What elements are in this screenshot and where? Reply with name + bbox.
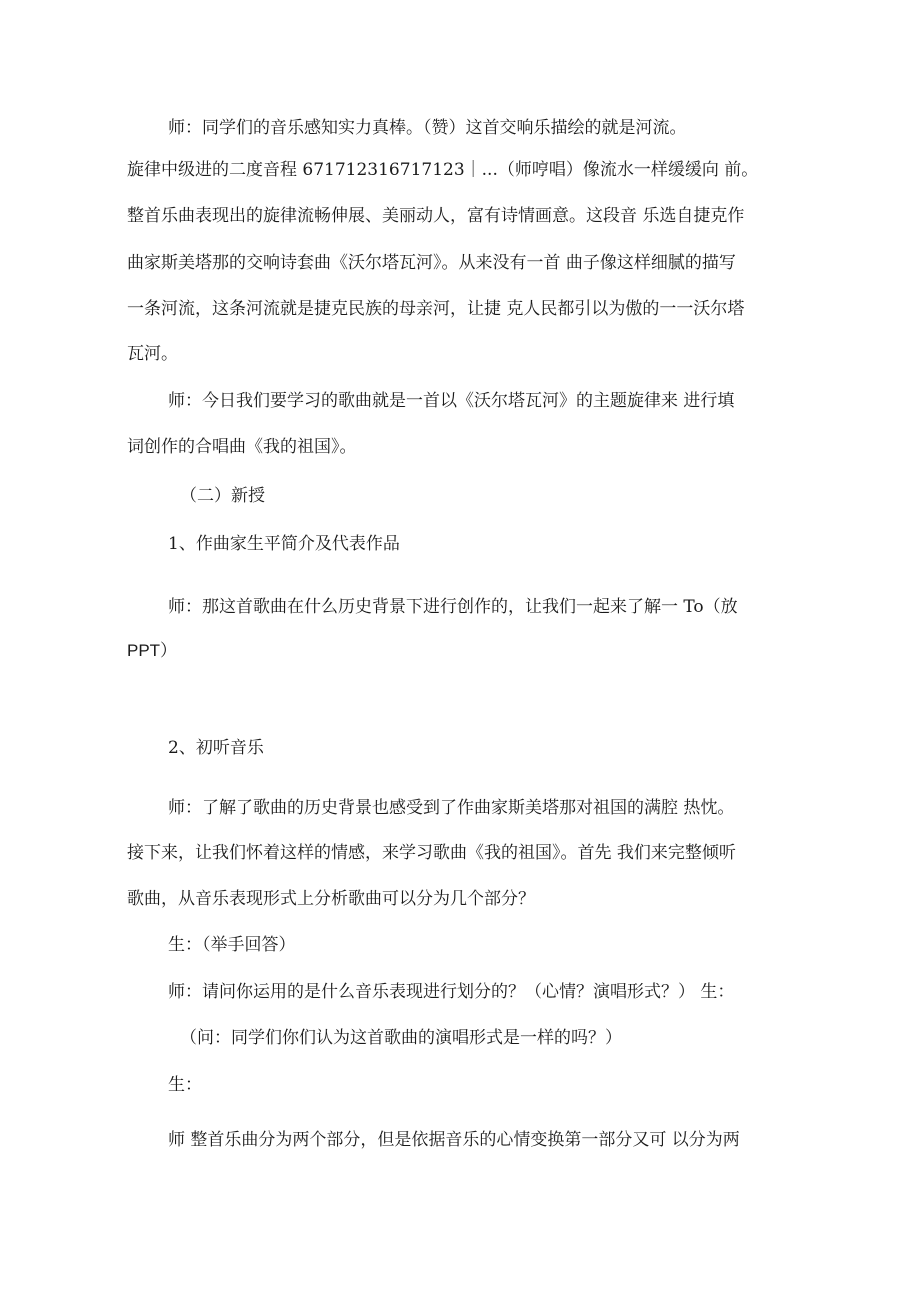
- text-line: 师：同学们的音乐感知实力真棒。（赞）这首交响乐描绘的就是河流。: [168, 118, 687, 138]
- text-line: 生：（举手回答）: [168, 935, 296, 955]
- text-line: 师：今日我们要学习的歌曲就是一首以《沃尔塔瓦河》的主题旋律来 进行填: [168, 391, 735, 411]
- text-line: 一条河流，这条河流就是捷克民族的母亲河，让捷 克人民都引以为傲的一一沃尔塔: [127, 299, 745, 319]
- text-line: 瓦河。: [127, 344, 178, 364]
- text-line: 师：那这首歌曲在什么历史背景下进行创作的，让我们一起来了解一 To（放: [168, 597, 738, 617]
- subsection-heading: 1、作曲家生平简介及代表作品: [168, 534, 400, 554]
- text-line: 师 整首乐曲分为两个部分，但是依据音乐的心情变换第一部分又可 以分为两: [168, 1130, 740, 1150]
- text-line: 接下来，让我们怀着这样的情感，来学习歌曲《我的祖国》。首先 我们来完整倾听: [127, 843, 736, 863]
- text-line: 师：请问你运用的是什么音乐表现进行划分的？（心情？演唱形式？） 生：: [168, 982, 735, 1002]
- text-line: 歌曲，从音乐表现形式上分析歌曲可以分为几个部分？: [127, 889, 535, 909]
- text-line: 旋律中级进的二度音程 671712316717123｜...（师哼唱）像流水一样缓缓向 前。: [127, 160, 759, 180]
- text-line: （问：同学们你们认为这首歌曲的演唱形式是一样的吗？）: [180, 1028, 622, 1048]
- text-line: 生：: [168, 1075, 202, 1095]
- text-line: 曲家斯美塔那的交响诗套曲《沃尔塔瓦河》。从来没有一首 曲子像这样细腻的描写: [127, 253, 736, 273]
- subsection-heading: 2、初听音乐: [168, 738, 264, 758]
- section-heading: （二）新授: [180, 486, 265, 506]
- text-line: 词创作的合唱曲《我的祖国》。: [127, 437, 357, 457]
- text-line: PPT）: [127, 641, 178, 660]
- text-line: 整首乐曲表现出的旋律流畅伸展、美丽动人，富有诗情画意。这段音 乐选自捷克作: [127, 206, 745, 226]
- text-line: 师：了解了歌曲的历史背景也感受到了作曲家斯美塔那对祖国的满腔 热忱。: [168, 798, 735, 818]
